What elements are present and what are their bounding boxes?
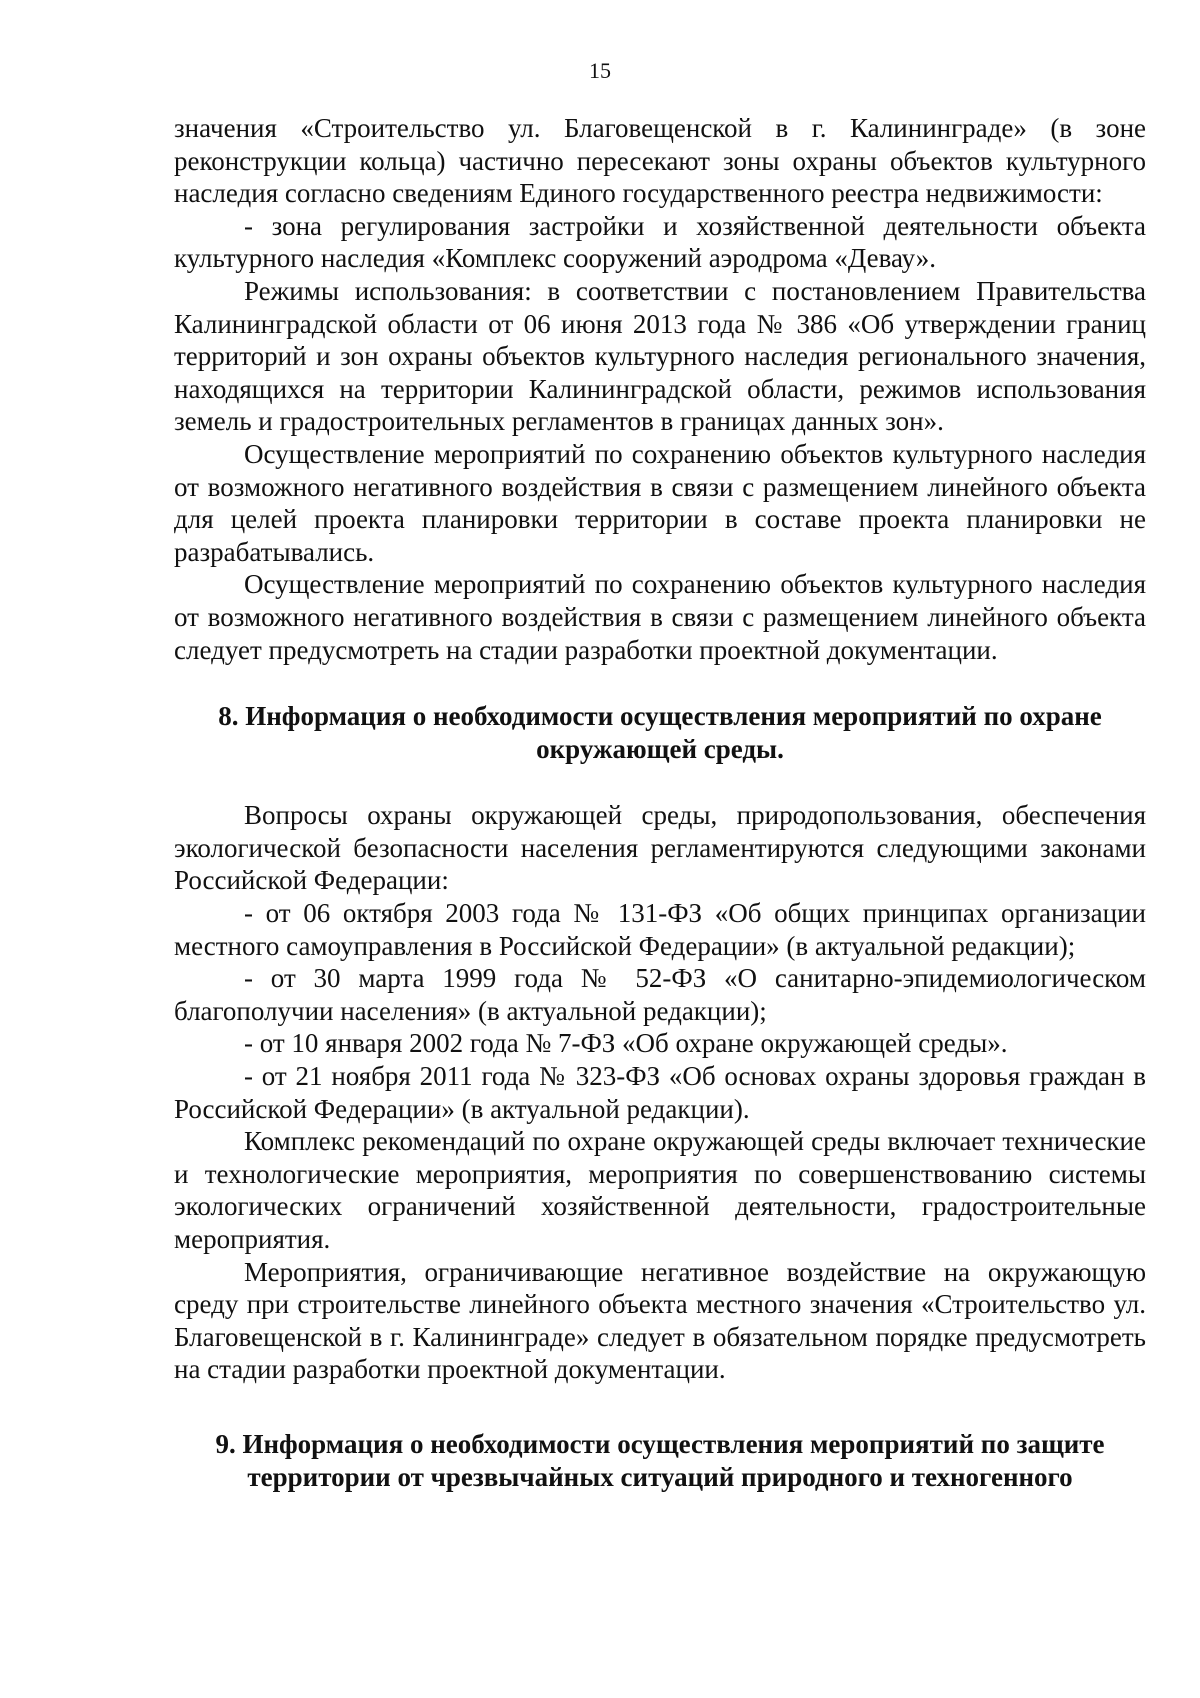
paragraph-continuation: значения «Строительство ул. Благовещенской в г. Калининграде» (в зоне реконструкции кольца) частично пересекают зоны охраны объектов культурного наследия согласно сведениям Единого государственного реестра недвижимости: [174,113,1146,209]
paragraph-zone-item: - зона регулирования застройки и хозяйственной деятельности объекта культурного наследия «Комплекс сооружений аэродрома «Девау». [174,210,1146,274]
section-8-heading [174,700,1146,765]
paragraph-recommendations: Комплекс рекомендаций по охране окружающей среды включает технические и технологические мероприятия, мероприятия по совершенствованию системы экологических ограничений хозяйственной деятельности, градостроительные мероприятия. [174,1126,1146,1254]
paragraph-env-measures: Мероприятия, ограничивающие негативное воздействие на окружающую среду при строительстве линейного объекта местного значения «Строительство ул. Благовещенской в г. Калининграде» следует в обязательном порядке предусмотреть на стадии разработки проектной документации. [174,1256,1146,1385]
section-9-heading-line-2: территории от чрезвычайных ситуаций природного и техногенного [247,1461,1073,1492]
section-9-heading [174,1428,1146,1493]
list-item-law-52: - от 30 марта 1999 года № 52-ФЗ «О санитарно-эпидемиологическом благополучии населения» (в актуальной редакции); [174,963,1146,1026]
paragraph-heritage-measures-2: Осуществление мероприятий по сохранению объектов культурного наследия от возможного негативного воздействия в связи с размещением линейного объекта следует предусмотреть на стадии разработки проектной документации. [174,569,1146,665]
paragraph-env-laws-intro: Вопросы охраны окружающей среды, природопользования, обеспечения экологической безопасности населения регламентируются следующими законами Российской Федерации: [174,800,1146,896]
page-number: 15 [589,58,611,83]
section-9-heading-line-1: 9. Информация о необходимости осуществления мероприятий по защите [215,1428,1105,1459]
paragraph-heritage-measures-1: Осуществление мероприятий по сохранению объектов культурного наследия от возможного негативного воздействия в связи с размещением линейного объекта для целей проекта планировки территории в составе проекта планировки не разрабатывались. [174,438,1146,567]
section-8-heading-line-2: окружающей среды. [536,733,784,764]
list-item-law-131: - от 06 октября 2003 года № 131-ФЗ «Об общих принципах организации местного самоуправления в Российской Федерации» (в актуальной редакции); [174,898,1146,961]
list-item-law-7: - от 10 января 2002 года № 7-ФЗ «Об охране окружающей среды». [244,1028,1008,1059]
document-body [174,112,1146,1493]
section-8-heading-line-1: 8. Информация о необходимости осуществления мероприятий по охране [218,701,1102,732]
paragraph-usage-regimes: Режимы использования: в соответствии с постановлением Правительства Калининградской области от 06 июня 2013 года № 386 «Об утверждении границ территорий и зон охраны объектов культурного наследия регионального значения, находящихся на территории Калининградской области, режимов использования земель и градостроительных регламентов в границах данных зон». [174,275,1146,437]
list-item-law-323: - от 21 ноября 2011 года № 323-ФЗ «Об основах охраны здоровья граждан в Российской Федерации» (в актуальной редакции). [174,1061,1146,1124]
